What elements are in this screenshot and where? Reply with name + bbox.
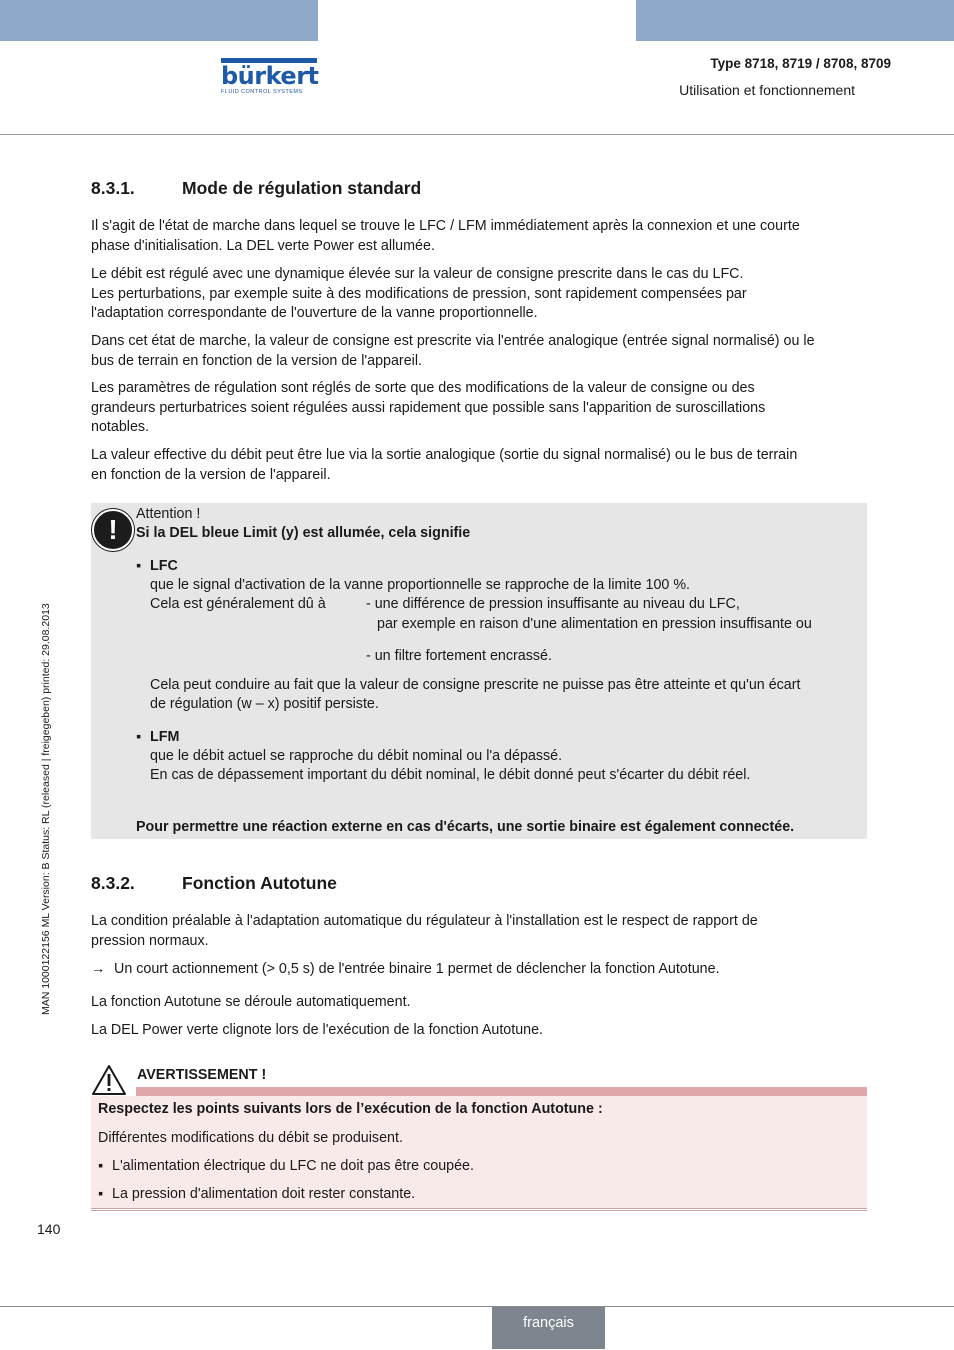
paragraph: Le débit est régulé avec une dynamique élevée sur la valeur de consigne prescrite dans le cas du LFC. Les perturbations, par exemple suite à des modifications de pression, sont rapidement compensées par l'adaptation correspondante de l'ouverture de la vanne proportionnelle.: [91, 266, 747, 321]
paragraph: Un court actionnement (> 0,5 s) de l'entrée binaire 1 permet de déclencher la fonction Autotune.: [114, 961, 720, 977]
bullet: ▪: [136, 558, 142, 574]
document-type-title: Type 8718, 8719 / 8708, 8709: [710, 56, 891, 71]
attention-note-box: [91, 503, 867, 839]
section-title: Fonction Autotune: [182, 873, 337, 893]
attention-heading: Si la DEL bleue Limit (y) est allumée, cela signifie: [136, 525, 471, 541]
section-heading-8-3-1: [91, 178, 421, 199]
lfc-cause: - un filtre fortement encrassé.: [366, 648, 552, 664]
warning-heading: Respectez les points suivants lors de l’exécution de la fonction Autotune :: [98, 1101, 603, 1117]
paragraph: La condition préalable à l'adaptation automatique du régulateur à l'installation est le respect de rapport de pression normaux.: [91, 913, 758, 949]
warning-triangle-icon: [91, 1064, 127, 1096]
lfm-title: LFM: [150, 729, 180, 745]
page-number: 140: [37, 1221, 61, 1237]
bullet: ▪: [98, 1186, 104, 1202]
attention-footer: Pour permettre une réaction externe en cas d'écarts, une sortie binaire est également connectée.: [136, 819, 795, 835]
document-chapter-title: Utilisation et fonctionnement: [679, 82, 855, 98]
warning-bullet-text: La pression d'alimentation doit rester constante.: [112, 1186, 416, 1202]
warning-bullet-text: L'alimentation électrique du LFC ne doit pas être coupée.: [112, 1158, 474, 1174]
paragraph: Dans cet état de marche, la valeur de consigne est prescrite via l'entrée analogique (entrée signal normalisé) ou le bus de terrain en fonction de la version de l'appareil.: [91, 333, 815, 369]
attention-label: Attention !: [136, 506, 201, 522]
section-number: 8.3.1.: [91, 178, 135, 198]
lfc-title: LFC: [150, 558, 178, 574]
paragraph: La valeur effective du débit peut être lue via la sortie analogique (sortie du signal normalisé) ou le bus de terrain en fonction de la version de l'appareil.: [91, 447, 798, 483]
header-bar-right: [636, 0, 954, 41]
arrow-icon: →: [91, 961, 106, 977]
header-divider: [0, 134, 954, 135]
document-meta-sidebar: MAN 1000122156 ML Version: B Status: RL (released | freigegeben) printed: 29.08.2013: [40, 603, 52, 1015]
lfc-cause: par exemple en raison d'une alimentation en pression insuffisante ou: [377, 616, 812, 632]
warning-header-bar: [136, 1087, 867, 1096]
logo-tagline: FLUID CONTROL SYSTEMS: [221, 89, 303, 95]
attention-icon: !: [92, 509, 134, 551]
warning-label: AVERTISSEMENT !: [137, 1067, 267, 1083]
section-heading-8-3-2: [91, 873, 337, 894]
lfc-cause: - une différence de pression insuffisante au niveau du LFC,: [366, 596, 740, 612]
warning-bottom-line: [91, 1208, 867, 1209]
logo-name: bürkert: [221, 62, 319, 90]
footer-divider: [0, 1306, 954, 1307]
language-tab: français: [492, 1307, 605, 1349]
warning-text: Différentes modifications du débit se produisent.: [98, 1130, 403, 1146]
paragraph: La DEL Power verte clignote lors de l'exécution de la fonction Autotune.: [91, 1022, 544, 1038]
paragraph: Les paramètres de régulation sont réglés de sorte que des modifications de la valeur de consigne ou des grandeurs perturbatrices soient régulées aussi rapidement que possible sans l'apparition de suroscillations notables.: [91, 380, 766, 435]
paragraph: La fonction Autotune se déroule automatiquement.: [91, 994, 411, 1010]
paragraph: Il s'agit de l'état de marche dans lequel se trouve le LFC / LFM immédiatement après la connexion et une courte phase d'initialisation. La DEL verte Power est allumée.: [91, 218, 800, 254]
lfm-text: En cas de dépassement important du débit nominal, le débit donné peut s'écarter du débit réel.: [150, 767, 751, 783]
lfc-text: Cela est généralement dû à: [150, 596, 326, 612]
bullet: ▪: [136, 729, 142, 745]
lfc-text: que le signal d'activation de la vanne proportionnelle se rapproche de la limite 100 %.: [150, 577, 691, 593]
company-logo: [221, 58, 319, 95]
lfc-text: de régulation (w – x) positif persiste.: [150, 696, 379, 712]
lfm-text: que le débit actuel se rapproche du débit nominal ou l'a dépassé.: [150, 748, 563, 764]
lfc-text: Cela peut conduire au fait que la valeur de consigne prescrite ne puisse pas être atteinte et qu'un écart: [150, 677, 801, 693]
section-number: 8.3.2.: [91, 873, 135, 893]
section-title: Mode de régulation standard: [182, 178, 422, 198]
header-bar-left: [0, 0, 318, 41]
bullet: ▪: [98, 1158, 104, 1174]
warning-bottom-line: [91, 1210, 867, 1211]
